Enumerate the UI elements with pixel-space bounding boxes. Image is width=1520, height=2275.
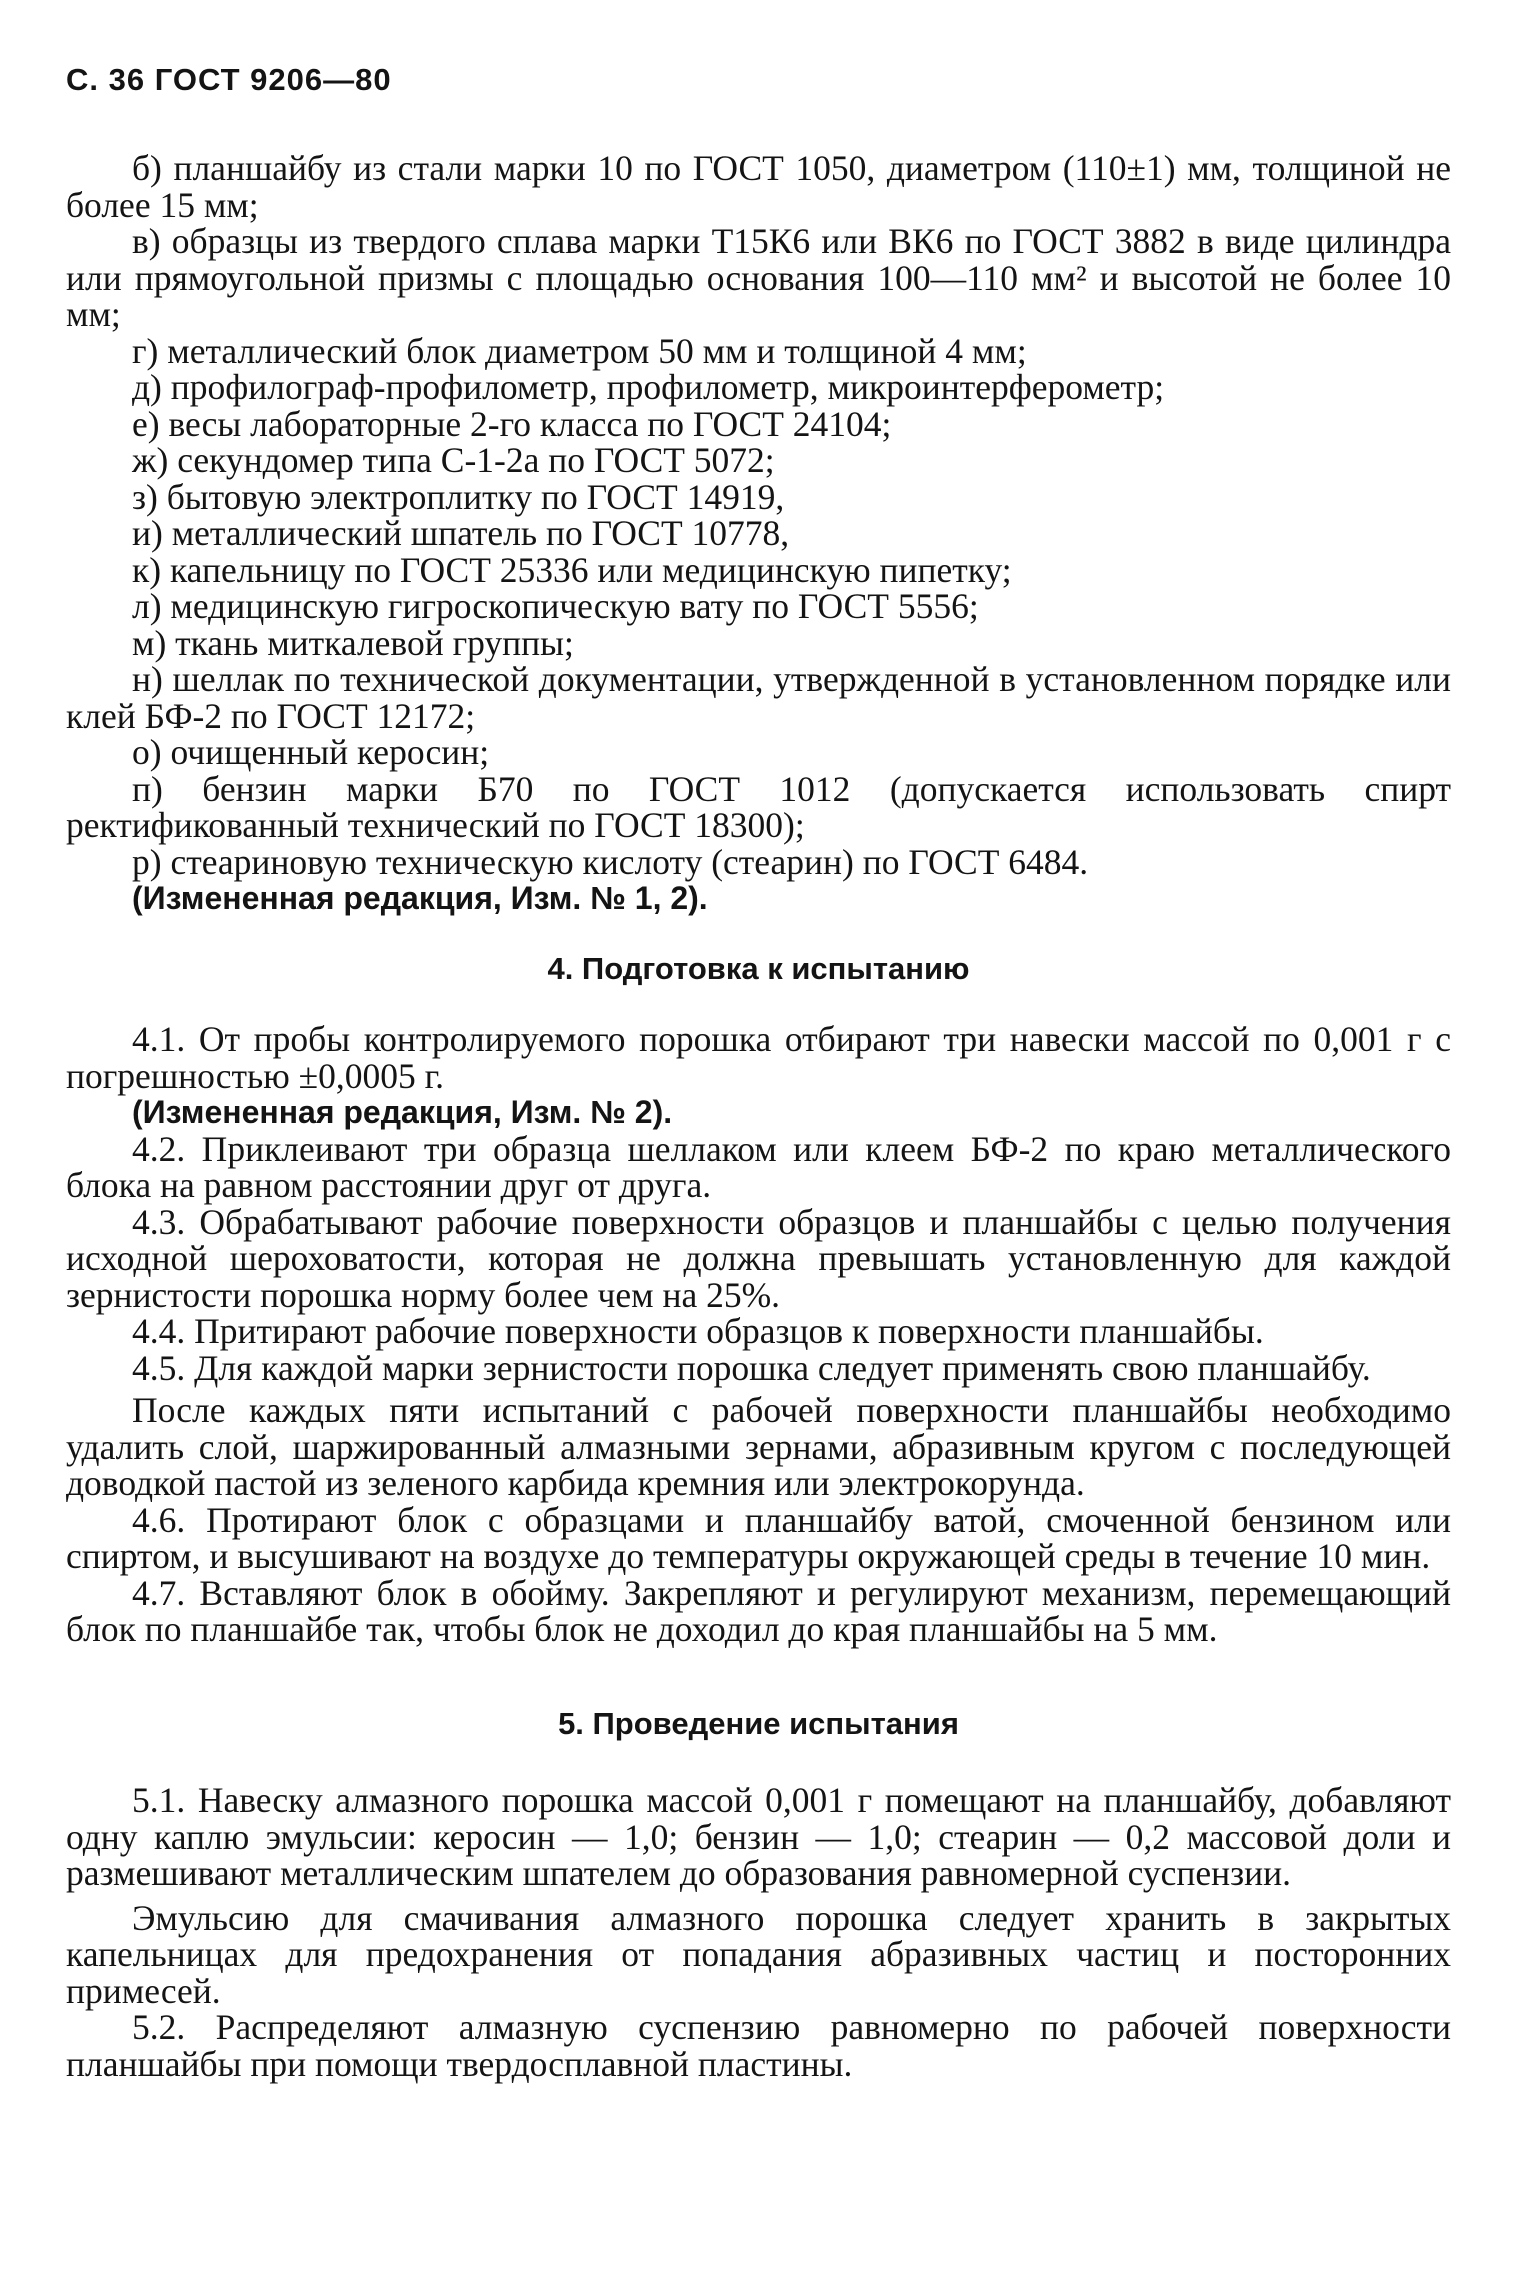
edition-note: (Измененная редакция, Изм. № 1, 2). (132, 880, 708, 916)
list-item-e: е) весы лабораторные 2-го класса по ГОСТ 24104; (132, 403, 892, 444)
clause-5-2: 5.2. Распределяют алмазную суспензию равномерно по рабочей поверхности планшайбы при помощи твердосплавной пластины. (66, 2007, 1451, 2084)
list-item-p: п) бензин марки Б70 по ГОСТ 1012 (допускается использовать спирт ректификованный технический по ГОСТ 18300); (66, 768, 1451, 845)
section-4-heading: 4. Подготовка к испытанию (547, 950, 970, 986)
list-item-d: д) профилограф-профилометр, профилометр, микроинтерферометр; (132, 367, 1165, 407)
running-head: С. 36 ГОСТ 9206—80 (66, 62, 392, 97)
edition-note: (Измененная редакция, Изм. № 2). (132, 1094, 673, 1130)
body-text (66, 150, 1451, 2082)
list-item-g: г) металлический блок диаметром 50 мм и толщиной 4 мм; (132, 330, 1027, 371)
clause-4-2: 4.2. Приклеивают три образца шеллаком или клеем БФ-2 по краю металлического блока на равном расстоянии друг от друга. (66, 1128, 1451, 1205)
clause-5-1-note: Эмульсию для смачивания алмазного порошка следует хранить в закрытых капельницах для предохранения от попадания абразивных частиц и посторонних примесей. (66, 1897, 1451, 2011)
clause-4-1: 4.1. От пробы контролируемого порошка отбирают три навески массой по 0,001 г с погрешностью ±0,0005 г. (66, 1019, 1451, 1096)
clause-5-1: 5.1. Навеску алмазного порошка массой 0,001 г помещают на планшайбу, добавляют одну каплю эмульсии: керосин — 1,0; бензин — 1,0; стеарин — 0,2 массовой доли и размешивают металлическим шпателем до образования равномерной суспензии. (66, 1780, 1451, 1893)
clause-4-7: 4.7. Вставляют блок в обойму. Закрепляют и регулируют механизм, перемещающий блок по планшайбе так, чтобы блок не доходил до края планшайбы на 5 мм. (66, 1572, 1451, 1649)
clause-4-4: 4.4. Притирают рабочие поверхности образцов к поверхности планшайбы. (132, 1311, 1264, 1351)
list-item-r: р) стеариновую техническую кислоту (стеарин) по ГОСТ 6484. (132, 841, 1089, 882)
clause-4-5-note: После каждых пяти испытаний с рабочей поверхности планшайбы необходимо удалить слой, шаржированный алмазными зернами, абразивным кругом с последующей доводкой пастой из зеленого карбида кремния или электрокорунда. (66, 1390, 1451, 1503)
clause-4-5: 4.5. Для каждой марки зернистости порошка следует применять свою планшайбу. (132, 1347, 1371, 1388)
list-item-i: и) металлический шпатель по ГОСТ 10778, (132, 513, 790, 553)
list-item-z: з) бытовую электроплитку по ГОСТ 14919, (132, 476, 785, 517)
list-item-zh: ж) секундомер типа С-1-2а по ГОСТ 5072; (132, 440, 775, 480)
list-item-m: м) ткань миткалевой группы; (132, 622, 574, 663)
list-item-o: о) очищенный керосин; (132, 732, 490, 772)
section-5-heading: 5. Проведение испытания (558, 1705, 959, 1741)
clause-4-6: 4.6. Протирают блок с образцами и планшайбу ватой, смоченной бензином или спиртом, и высушивают на воздухе до температуры окружающей среды в течение 10 мин. (66, 1499, 1451, 1576)
list-item-n: н) шеллак по технической документации, утвержденной в установленном порядке или клей БФ-2 по ГОСТ 12172; (66, 659, 1451, 736)
list-item-k: к) капельницу по ГОСТ 25336 или медицинскую пипетку; (132, 549, 1012, 590)
list-item-l: л) медицинскую гигроскопическую вату по ГОСТ 5556; (132, 586, 979, 626)
clause-4-3: 4.3. Обрабатывают рабочие поверхности образцов и планшайбы с целью получения исходной шероховатости, которая не должна превышать установленную для каждой зернистости порошка норму более чем на 25%. (66, 1201, 1451, 1315)
list-item-b: б) планшайбу из стали марки 10 по ГОСТ 1050, диаметром (110±1) мм, толщиной не более 15 мм; (66, 148, 1451, 225)
list-item-v: в) образцы из твердого сплава марки Т15К6 или ВК6 по ГОСТ 3882 в виде цилиндра или прямоугольной призмы с площадью основания 100—110 мм² и высотой не более 10 мм; (66, 221, 1451, 334)
